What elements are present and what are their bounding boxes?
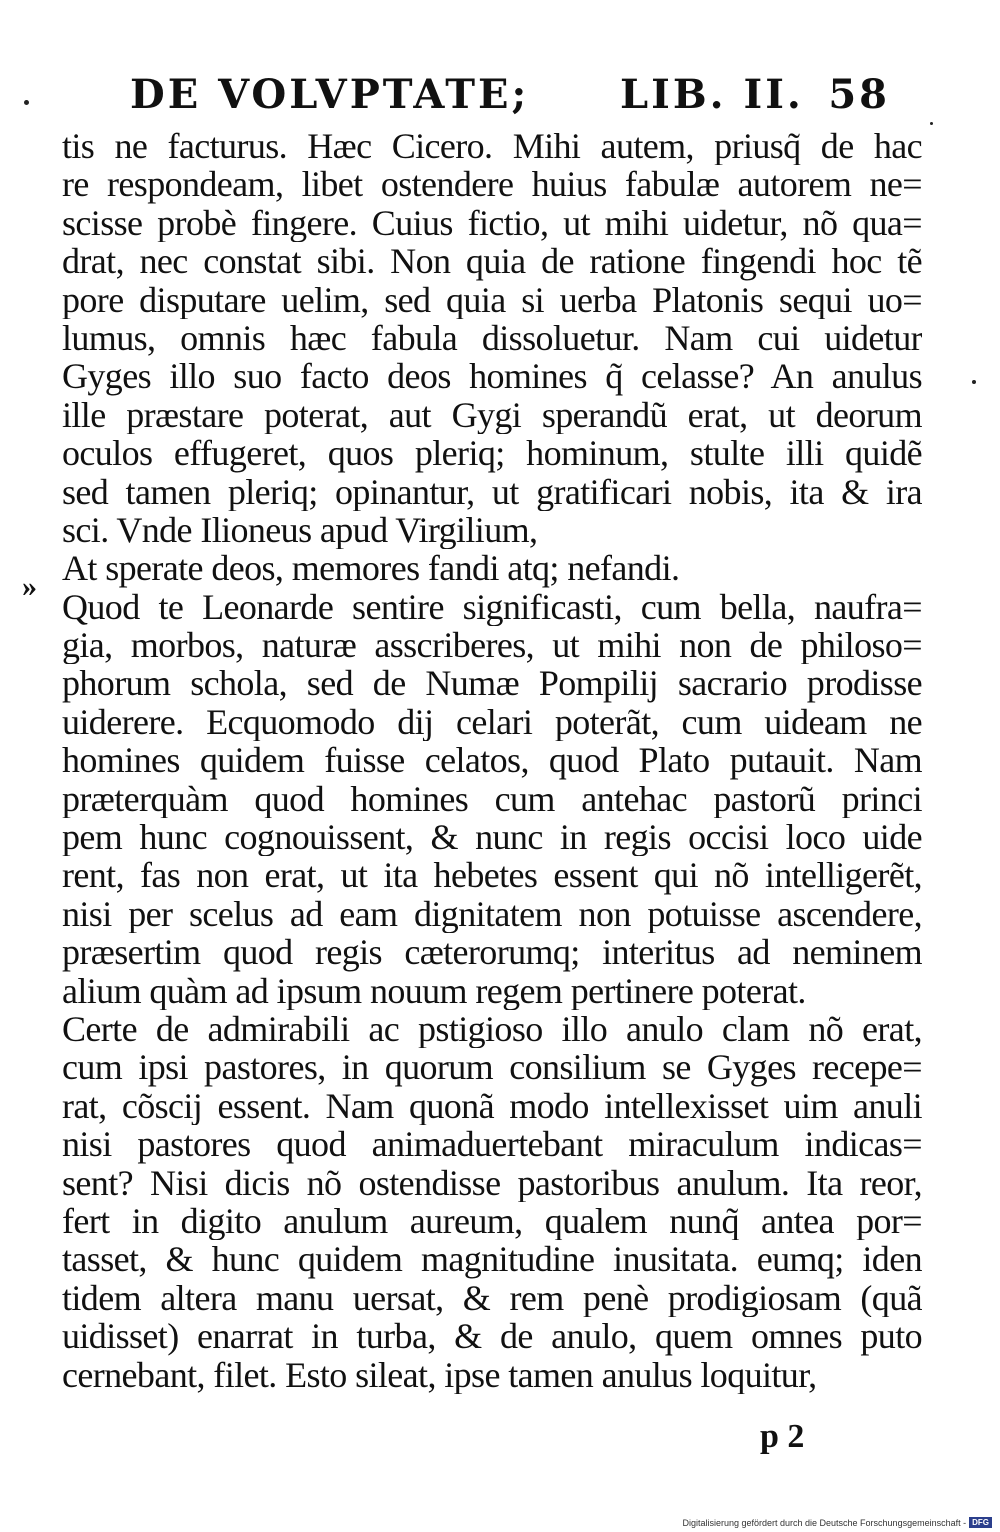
text-line: pem hunc cognouissent, & nunc in regis occisi loco uide [62, 818, 922, 857]
text-line: rent, fas non erat, ut ita hebetes essent qui nõ intelligerẽt, [62, 856, 922, 895]
text-line: rat, cõscij essent. Nam quonã modo intellexisset uim anuli [62, 1086, 922, 1126]
digitization-credit [682, 1517, 992, 1528]
text-line: re respondeam, libet ostendere huius fabulæ autorem ne= [62, 165, 922, 204]
page-number: 58 [828, 71, 890, 118]
text-line: lumus, omnis hæc fabula dissoluetur. Nam cui uidetur [62, 318, 922, 358]
signature-mark: p 2 [760, 1418, 805, 1455]
text-line: phorum schola, sed de Numæ Pompilij sacrario prodisse [62, 664, 922, 703]
text-line: Certe de admirabili ac pstigioso illo anulo clam nõ erat, [62, 1009, 922, 1049]
text-line: oculos effugeret, quos pleriq; hominum, stulte illi quidẽ [62, 434, 922, 473]
text-line: alium quàm ad ipsum nouum regem pertinere poterat. [62, 971, 806, 1010]
text-line: ille præstare poterat, aut Gygi sperandũ erat, ut deorum [62, 395, 922, 435]
print-speck [930, 122, 933, 125]
margin-quotation-mark: » [22, 570, 37, 603]
text-line: Gyges illo suo facto deos homines q̃ celasse? An anulus [62, 357, 922, 396]
dfg-logo-badge: DFG [969, 1517, 992, 1528]
text-line: uiderere. Ecquomodo dij celari poterãt, cum uideam ne [62, 702, 922, 742]
text-line: fert in digito anulum aureum, qualem nunq̃ antea por= [62, 1201, 922, 1241]
text-line: præterquàm quod homines cum antehac pastorũ princi [62, 779, 922, 819]
text-line: At sperate deos, memores fandi atq; nefandi. [62, 549, 680, 588]
body-text [62, 127, 922, 1394]
text-line: uidisset) enarrat in turba, & de anulo, quem omnes puto [62, 1317, 922, 1356]
running-head-book: LIB. II. [620, 71, 804, 118]
text-line: sed tamen pleriq; opinantur, ut gratificari nobis, ita & ira [62, 472, 922, 511]
text-line: drat, nec constat sibi. Non quia de ratione fingendi hoc tẽ [62, 242, 922, 281]
text-line: tasset, & hunc quidem magnitudine inusitata. eumq; iden [62, 1240, 922, 1279]
text-line: Quod te Leonarde sentire significasti, cum bella, naufra= [62, 587, 922, 627]
running-head-title: DE VOLVPTATE; [130, 71, 530, 118]
print-speck [24, 100, 29, 105]
running-head [130, 70, 890, 120]
text-line: cum ipsi pastores, in quorum consilium se Gyges recepe= [62, 1048, 922, 1087]
text-line: sci. Vnde Ilioneus apud Virgilium, [62, 510, 538, 550]
text-line: gia, morbos, naturæ asscriberes, ut mihi non de philoso= [62, 626, 922, 665]
text-line: cernebant, filet. Esto sileat, ipse tamen anulus loquitur, [62, 1355, 817, 1394]
text-line: præsertim quod regis cæterorumq; interitus ad neminem [62, 933, 922, 972]
text-line: scisse probè fingere. Cuius fictio, ut mihi uidetur, nõ qua= [62, 203, 922, 243]
text-line: tidem altera manu uersat, & rem penè prodigiosam (quã [62, 1278, 922, 1318]
print-speck [972, 380, 976, 384]
text-line: nisi pastores quod animaduertebant miraculum indicas= [62, 1125, 922, 1164]
text-line: tis ne facturus. Hæc Cicero. Mihi autem, priusq̃ de hac [62, 127, 922, 166]
text-line: homines quidem fuisse celatos, quod Plato putauit. Nam [62, 741, 922, 780]
text-line: pore disputare uelim, sed quia si uerba Platonis sequi uo= [62, 280, 922, 319]
text-line: nisi per scelus ad eam dignitatem non potuisse ascendere, [62, 894, 922, 934]
text-line: sent? Nisi dicis nõ ostendisse pastoribus anulum. Ita reor, [62, 1163, 922, 1202]
digitization-credit-text: Digitalisierung gefördert durch die Deutsche Forschungsgemeinschaft - [682, 1517, 967, 1528]
